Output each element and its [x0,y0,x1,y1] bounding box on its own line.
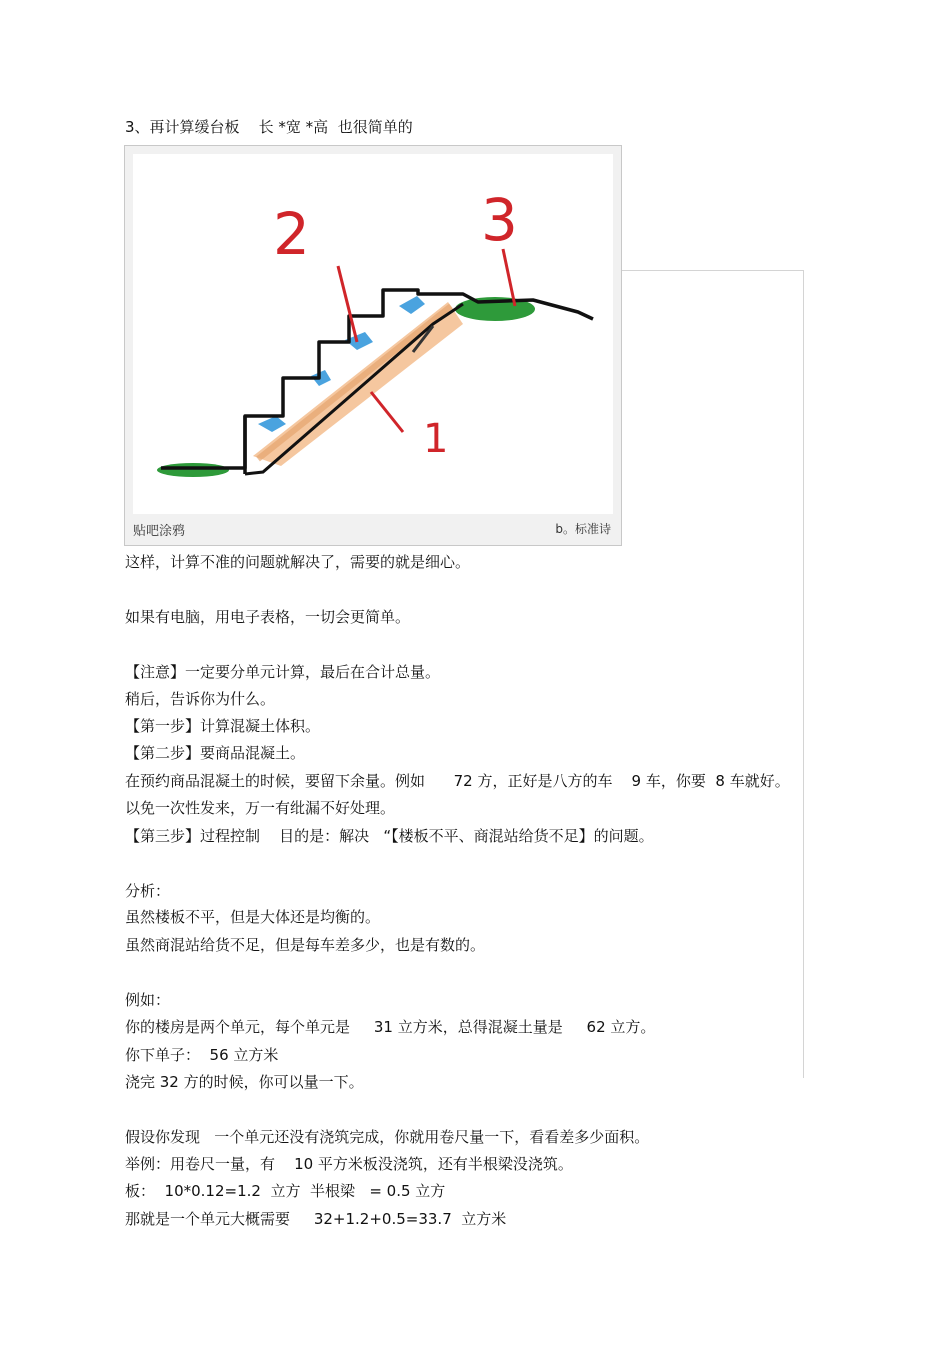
text-line: 这样，计算不准的问题就解决了，需要的就是细心。 [125,553,471,571]
page-rule-vertical [803,270,804,1078]
page-heading: 3、再计算缓台板 长 *宽 *高 也很简单的 [125,118,413,136]
text-line: 浇完 32 方的时候，你可以量一下。 [125,1073,364,1091]
figure-canvas [133,154,613,514]
caption-left: 贴吧涂鸦 [133,524,186,539]
blue-fill-4 [399,296,425,314]
caption-right: b。标准诗 [555,522,611,536]
text-line: 举例：用卷尺一量，有 10 平方米板没浇筑，还有半根梁没浇筑。 [125,1155,573,1173]
text-line: 你的楼房是两个单元，每个单元是 31 立方米，总得混凝土量是 62 立方。 [125,1018,656,1036]
text-line: 【第二步】要商品混凝土。 [125,744,306,762]
text-line: 虽然楼板不平，但是大体还是均衡的。 [125,908,381,926]
sketch-figure [124,145,622,546]
text-line: 例如： [125,991,171,1009]
text-line: 稍后，告诉你为什么。 [125,690,276,708]
text-line: 【第三步】过程控制 目的是：解决 “【楼板不平、商混站给货不足】的问题。 [125,827,654,845]
text-line: 【第一步】计算混凝土体积。 [125,717,321,735]
text-line: 以免一次性发来，万一有纰漏不好处理。 [125,799,396,817]
stair-sketch [133,154,613,514]
bottom-landing-green [157,463,229,477]
text-line: 在预约商品混凝土的时候，要留下余量。例如 72 方，正好是八方的车 9 车，你要 8 车就好。 [125,772,790,790]
blue-fill-1 [258,416,286,432]
label-3: 3 [481,186,518,254]
text-line: 如果有电脑，用电子表格，一切会更简单。 [125,608,411,626]
text-line: 假设你发现 一个单元还没有浇筑完成，你就用卷尺量一下，看看差多少面积。 [125,1128,650,1146]
text-line: 那就是一个单元大概需要 32+1.2+0.5=33.7 立方米 [125,1210,507,1228]
text-line: 【注意】一定要分单元计算，最后在合计总量。 [125,663,441,681]
label-1: 1 [423,416,449,462]
text-line: 板： 10*0.12=1.2 立方 半根梁 = 0.5 立方 [125,1182,446,1200]
page-rule-horizontal [622,270,804,271]
text-line: 分析： [125,882,171,900]
text-line: 你下单子： 56 立方米 [125,1046,279,1064]
text-line: 虽然商混站给货不足，但是每车差多少，也是有数的。 [125,936,486,954]
label-2: 2 [273,200,310,268]
